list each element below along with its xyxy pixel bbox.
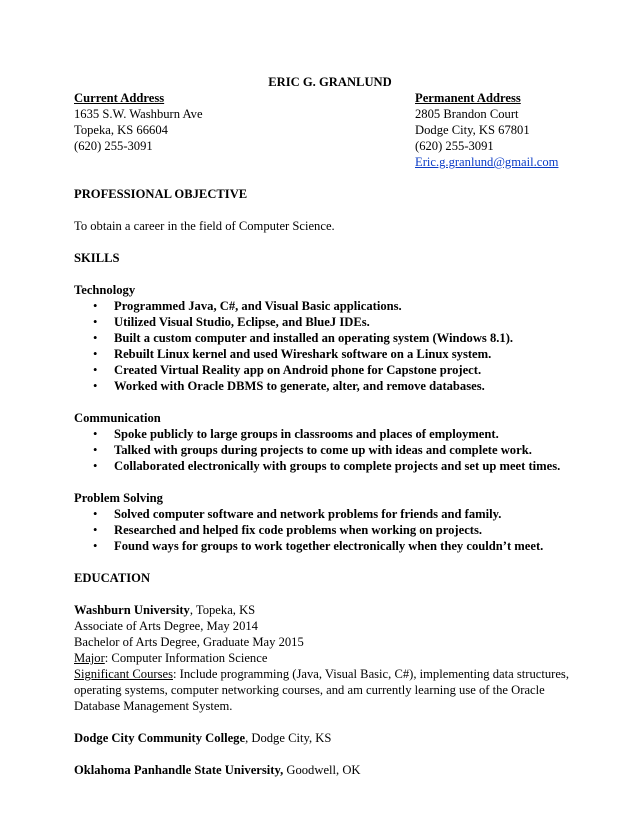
problem-solving-skills-list: [74, 506, 574, 554]
current-city: Topeka, KS 66604: [74, 123, 168, 137]
school-location: Goodwell, OK: [283, 763, 361, 777]
permanent-phone: (620) 255-3091: [415, 139, 494, 153]
list-item: • Programmed Java, C#, and Visual Basic applications.: [74, 298, 574, 314]
school-oklahoma: [74, 762, 574, 778]
school-dodge-city: [74, 730, 574, 746]
current-street: 1635 S.W. Washburn Ave: [74, 107, 203, 121]
permanent-address-heading: Permanent Address: [415, 91, 521, 105]
permanent-city: Dodge City, KS 67801: [415, 123, 530, 137]
major-label: Major: [74, 651, 105, 665]
school-name: Washburn University: [74, 603, 190, 617]
school-washburn: [74, 602, 574, 618]
courses-value: : Include programming (Java, Visual Basic, C#), implementing data structures, operating systems, computer networking courses, and am currently learning use of the Oracle Database Management System.: [74, 667, 569, 713]
school-name: Oklahoma Panhandle State University,: [74, 763, 284, 777]
communication-skills-list: [74, 426, 574, 474]
current-phone: (620) 255-3091: [74, 139, 153, 153]
skills-heading: SKILLS: [74, 251, 120, 265]
courses-label: Significant Courses: [74, 667, 173, 681]
list-item: • Collaborated electronically with groups to complete projects and set up meet times.: [74, 458, 574, 474]
current-address: [74, 90, 203, 154]
school-name: Dodge City Community College: [74, 731, 246, 745]
list-item: • Researched and helped fix code problems when working on projects.: [74, 522, 574, 538]
list-item: • Built a custom computer and installed an operating system (Windows 8.1).: [74, 330, 574, 346]
degree-bachelor: Bachelor of Arts Degree, Graduate May 2015: [74, 635, 304, 649]
school-location: , Topeka, KS: [189, 603, 256, 617]
skill-group-title: Problem Solving: [74, 491, 163, 505]
permanent-address: [415, 90, 558, 170]
list-item: • Created Virtual Reality app on Android phone for Capstone project.: [74, 362, 574, 378]
list-item: • Solved computer software and network problems for friends and family.: [74, 506, 574, 522]
school-location: , Dodge City, KS: [245, 731, 332, 745]
major-value: : Computer Information Science: [104, 651, 268, 665]
objective-heading: PROFESSIONAL OBJECTIVE: [74, 187, 248, 201]
address-block: [74, 90, 574, 170]
list-item: • Worked with Oracle DBMS to generate, alter, and remove databases.: [74, 378, 574, 394]
list-item: • Talked with groups during projects to come up with ideas and complete work.: [74, 442, 574, 458]
skill-group-title: Communication: [74, 411, 161, 425]
permanent-street: 2805 Brandon Court: [415, 107, 519, 121]
current-address-heading: Current Address: [74, 91, 165, 105]
courses-paragraph: [74, 666, 574, 714]
major-line: [74, 650, 574, 666]
skill-group-title: Technology: [74, 283, 136, 297]
list-item: • Found ways for groups to work together electronically when they couldn’t meet.: [74, 538, 574, 554]
technology-skills-list: [74, 298, 574, 394]
list-item: • Utilized Visual Studio, Eclipse, and BlueJ IDEs.: [74, 314, 574, 330]
list-item: • Rebuilt Linux kernel and used Wireshark software on a Linux system.: [74, 346, 574, 362]
objective-text: To obtain a career in the field of Computer Science.: [74, 219, 335, 233]
email-link[interactable]: Eric.g.granlund@gmail.com: [415, 155, 559, 169]
list-item: • Spoke publicly to large groups in classrooms and places of employment.: [74, 426, 574, 442]
degree-associate: Associate of Arts Degree, May 2014: [74, 619, 258, 633]
education-heading: EDUCATION: [74, 571, 151, 585]
resume-name: ERIC G. GRANLUND: [268, 75, 392, 89]
resume-page: [74, 74, 574, 778]
